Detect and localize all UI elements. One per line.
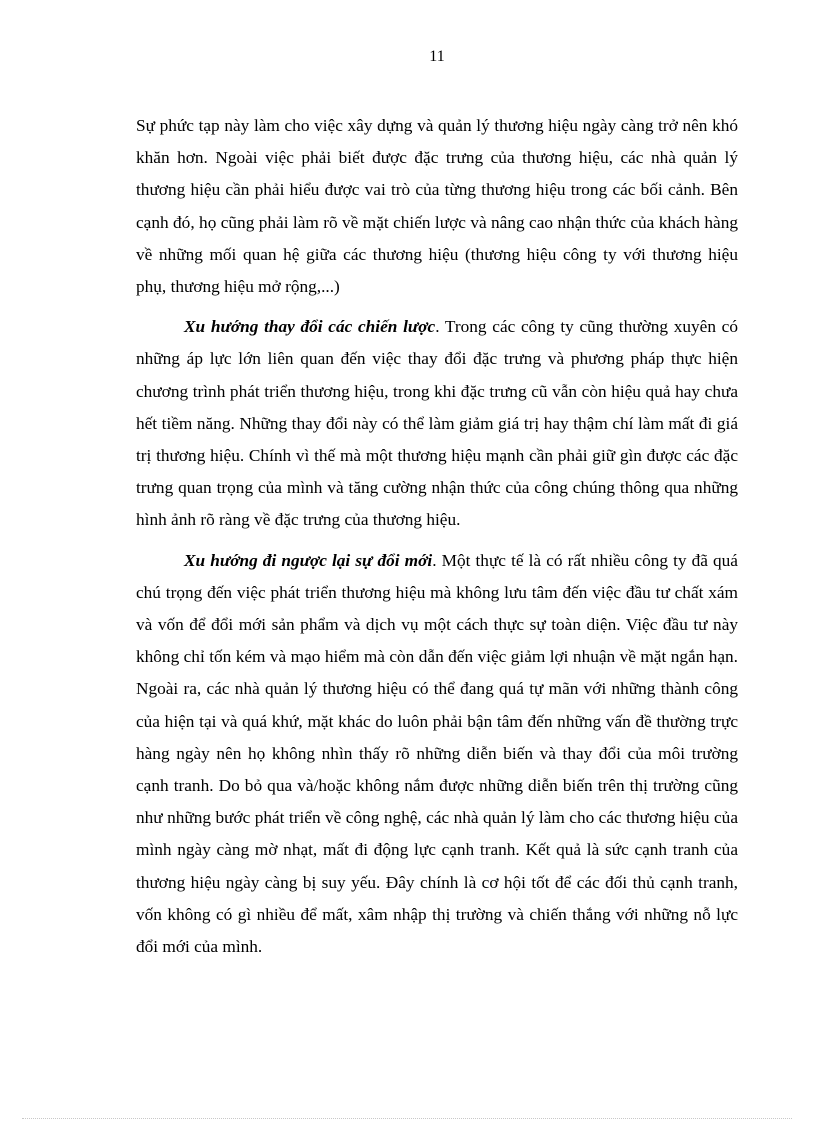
paragraph-2-lead: Xu hướng thay đổi các chiến lược bbox=[184, 317, 436, 337]
footer-divider bbox=[22, 1118, 792, 1119]
paragraph-3-lead: Xu hướng đi ngược lại sự đổi mới bbox=[184, 550, 433, 570]
paragraph-3 bbox=[136, 545, 738, 964]
paragraph-1 bbox=[136, 110, 738, 303]
page-number: 11 bbox=[429, 48, 445, 65]
body-text bbox=[136, 110, 738, 963]
paragraph-2-text: . Trong các công ty cũng thường xuyên có những áp lực lớn liên quan đến việc thay đổi đặc trưng và phương pháp thực hiện chương trình phát triển thương hiệu, trong khi đặc trưng cũ vẫn còn hiệu quả hay chưa hết tiềm năng. Những thay đổi này có thể làm giảm giá trị hay thậm chí làm mất đi giá trị thương hiệu. Chính vì thế mà một thương hiệu mạnh cần phải giữ gìn được các đặc trưng quan trọng của mình và tăng cường nhận thức của công chúng thông qua những hình ảnh rõ ràng về đặc trưng của thương hiệu. bbox=[136, 317, 738, 530]
paragraph-3-text: . Một thực tế là có rất nhiều công ty đã quá chú trọng đến việc phát triển thương hiệu mà không lưu tâm đến việc đầu tư chất xám và vốn để đổi mới sản phẩm và dịch vụ một cách thực sự toàn diện. Việc đầu tư này không chỉ tốn kém và mạo hiểm mà còn dẫn đến việc giảm lợi nhuận về mặt ngắn hạn. Ngoài ra, các nhà quản lý thương hiệu có thể đang quá tự mãn với những thành công của hiện tại và quá khứ, mặt khác do luôn phải bận tâm đến những vấn đề thường trực hàng ngày nên họ không nhìn thấy rõ những diễn biến và thay đổi của môi trường cạnh tranh. Do bỏ qua và/hoặc không nắm được những diễn biến trên thị trường cũng như những bước phát triển về công nghệ, các nhà quản lý làm cho các thương hiệu của mình ngày càng mờ nhạt, mất đi động lực cạnh tranh. Kết quả là sức cạnh tranh của thương hiệu ngày càng bị suy yếu. Đây chính là cơ hội tốt để các đối thủ cạnh tranh, vốn không có gì nhiều để mất, xâm nhập thị trường và chiến thắng với những nỗ lực đổi mới của mình. bbox=[136, 550, 738, 957]
paragraph-1-text: Sự phức tạp này làm cho việc xây dựng và quản lý thương hiệu ngày càng trở nên khó khăn hơn. Ngoài việc phải biết được đặc trưng của thương hiệu, các nhà quản lý thương hiệu cần phải hiểu được vai trò của từng thương hiệu trong các bối cảnh. Bên cạnh đó, họ cũng phải làm rõ về mặt chiến lược và nâng cao nhận thức của khách hàng về những mối quan hệ giữa các thương hiệu (thương hiệu công ty với thương hiệu phụ, thương hiệu mở rộng,...) bbox=[136, 116, 738, 297]
paragraph-2 bbox=[136, 311, 738, 536]
